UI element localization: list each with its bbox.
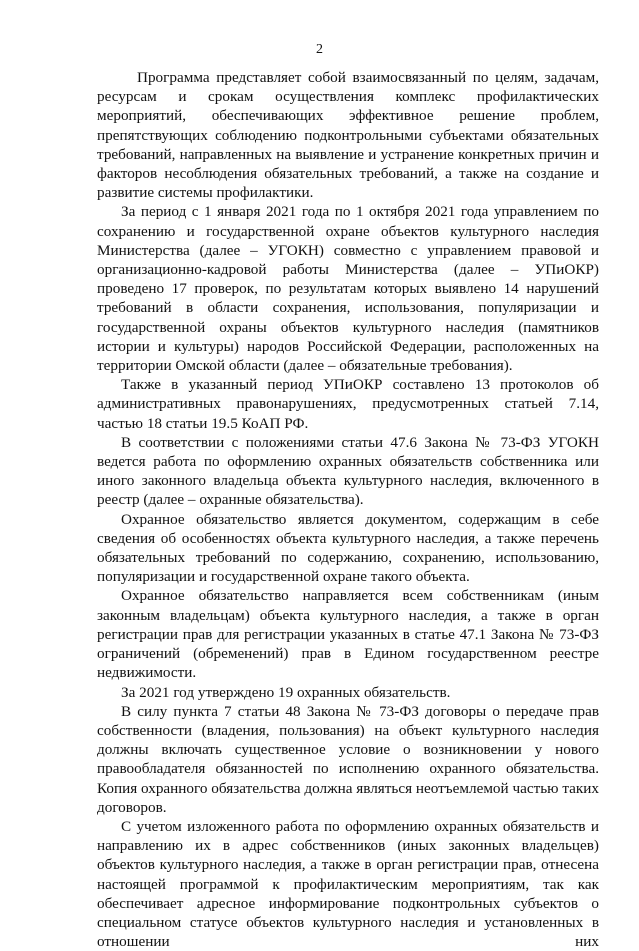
- document-body: [97, 68, 599, 951]
- paragraph-program-description: Программа представляет собой взаимосвязанный по целям, задачам, ресурсам и срокам осуществления комплекс профилактических мероприятий, обеспечивающих эффективное решение проблем, препятствующих соблюдению подконтрольными субъектами обязательных требований, направленных на выявление и устранение конкретных причин и факторов несоблюдения обязательных требований, а также на создание и развитие системы профилактики.: [97, 69, 599, 202]
- paragraph-contracts: В силу пункта 7 статьи 48 Закона № 73-ФЗ договоры о передаче прав собственности (владения, пользования) на объект культурного наследия должны включать существенное условие о возникновении у нового правообладателя обязанностей по исполнению охранного обязательства. Копия охранного обязательства должна являться неотъемлемой частью таких договоров.: [97, 702, 599, 816]
- paragraph-protocols: Также в указанный период УПиОКР составлено 13 протоколов об административных правонарушениях, предусмотренных статьей 7.14, частью 18 статьи 19.5 КоАП РФ.: [97, 376, 599, 432]
- paragraph-approved-count: За 2021 год утверждено 19 охранных обязательств.: [121, 683, 451, 701]
- paragraph-security-obligations-work: В соответствии с положениями статьи 47.6 Закона № 73-ФЗ УГОКН ведется работа по оформлению охранных обязательств собственника или иного законного владельца объекта культурного наследия, включенного в реестр (далее – охранные обязательства).: [97, 433, 599, 509]
- paragraph-obligation-definition: Охранное обязательство является документом, содержащим в себе сведения об особенностях объекта культурного наследия, а также перечень обязательных требований по содержанию, сохранению, использованию, популяризации и государственной охране такого объекта.: [97, 510, 599, 586]
- paragraph-prevention-measures: С учетом изложенного работа по оформлению охранных обязательств и направлению их в адрес собственников (иных законных владельцев) объектов культурного наследия, а также в орган регистрации прав, отнесена настоящей программой к профилактическим мероприятиям, так как обеспечивает адресное информирование подконтрольных субъектов о специальном статусе объектов культурного наследия и установленных в отношении них: [97, 817, 599, 951]
- paragraph-obligation-distribution: Охранное обязательство направляется всем собственникам (иным законным владельцам) объекта культурного наследия, а также в орган регистрации прав для регистрации указанных в статье 47.1 Закона № 73-ФЗ ограничений (обременений) прав в Едином государственном реестре недвижимости.: [97, 587, 599, 682]
- page-number: 2: [316, 42, 323, 57]
- paragraph-inspections: За период с 1 января 2021 года по 1 октября 2021 года управлением по сохранению и государственной охране объектов культурного наследия Министерства (далее – УГОКН) совместно с управлением правовой и организационно-кадровой работы Министерства (далее – УПиОКР) проведено 17 проверок, по результатам которых выявлено 14 нарушений требований в области сохранения, использования, популяризации и государственной охраны объектов культурного наследия (памятников истории и культуры) народов Российской Федерации, расположенных на территории Омской области (далее – обязательные требования).: [97, 203, 599, 375]
